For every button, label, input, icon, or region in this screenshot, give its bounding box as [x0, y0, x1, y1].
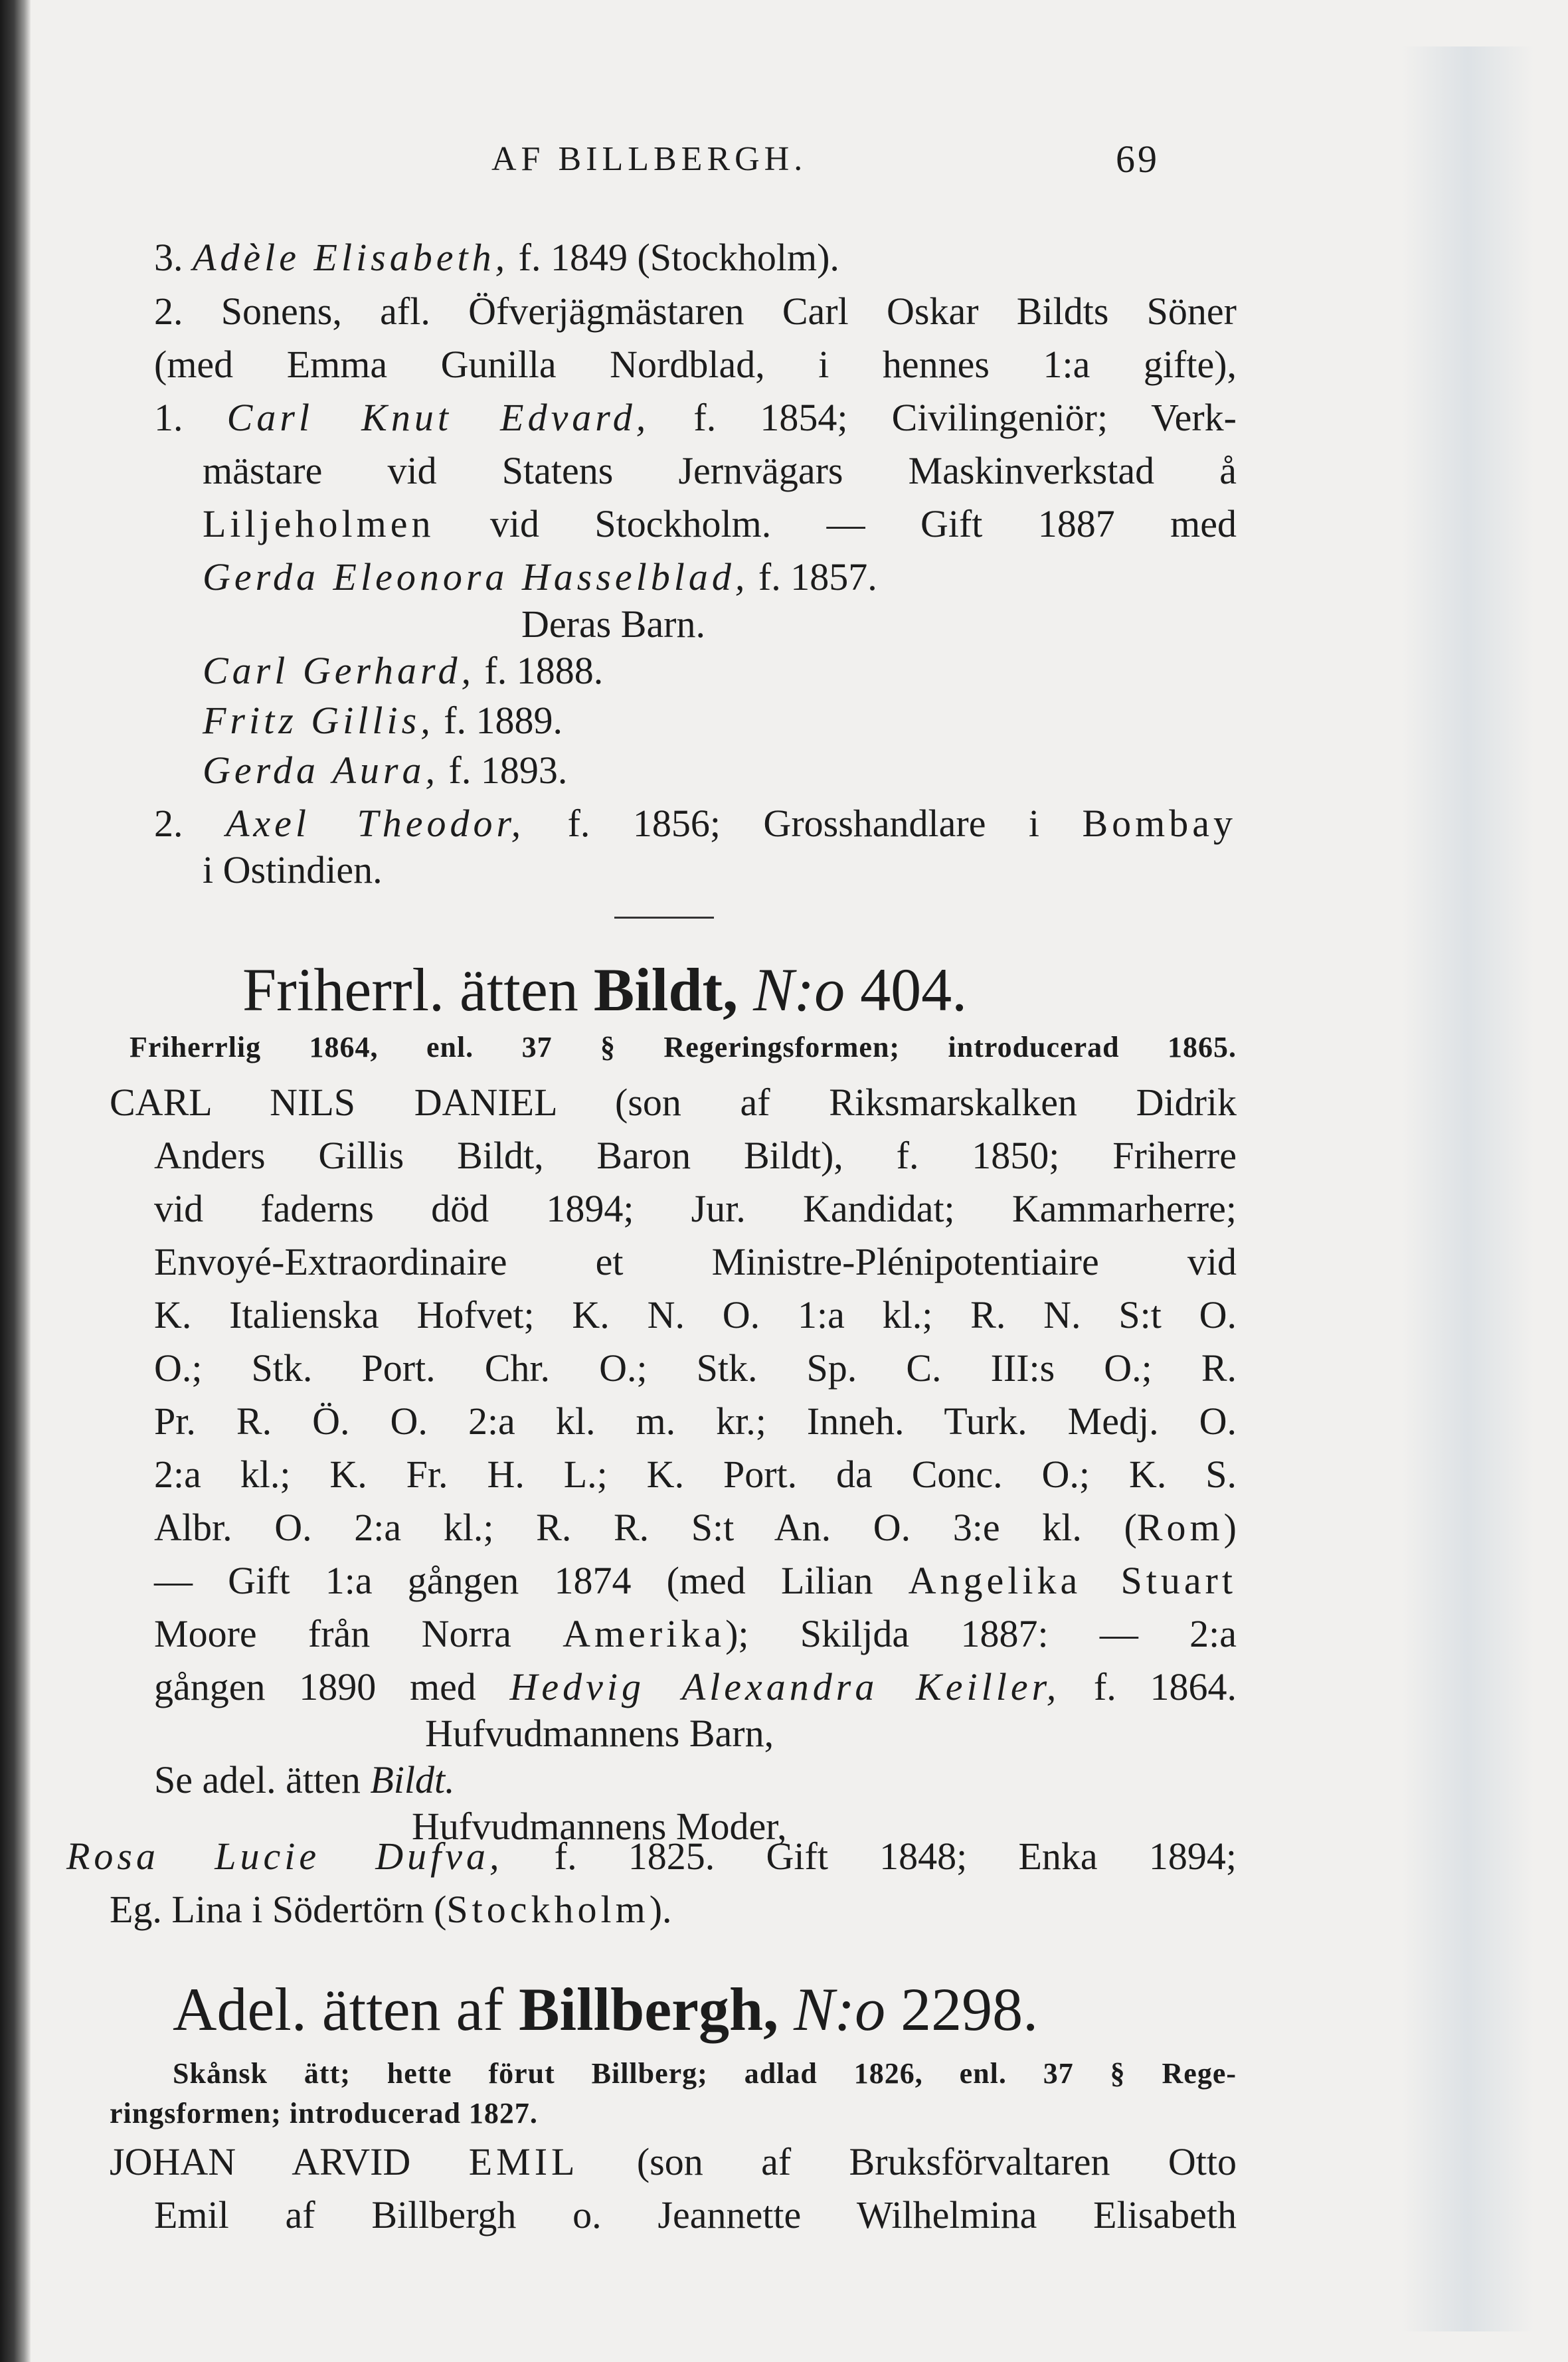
entry-line: Rosa Lucie Dufva, f. 1825. Gift 1848; Enka 1894;	[66, 1835, 1237, 1878]
entry-line: vid faderns död 1894; Jur. Kandidat; Kammarherre;	[154, 1187, 1237, 1230]
entry-line: — Gift 1:a gången 1874 (med Lilian Angelika Stuart	[154, 1559, 1237, 1602]
entry-line: Pr. R. Ö. O. 2:a kl. m. kr.; Inneh. Turk. Medj. O.	[154, 1400, 1237, 1443]
section-title: Friherrl. ätten Bildt, N:o 404.	[242, 956, 968, 1024]
entry-line: CARL NILS DANIEL (son af Riksmarskalken Didrik	[110, 1081, 1237, 1124]
entry-line: Albr. O. 2:a kl.; R. R. S:t An. O. 3:e kl. (Rom)	[154, 1506, 1237, 1549]
entry-line: O.; Stk. Port. Chr. O.; Stk. Sp. C. III:s O.; R.	[154, 1346, 1237, 1390]
entry-line: 3. Adèle Elisabeth, f. 1849 (Stockholm).	[154, 236, 839, 279]
section-subtitle: Skånsk ätt; hette förut Billberg; adlad 1826, enl. 37 § Rege-	[173, 2057, 1237, 2090]
entry-line: Eg. Lina i Södertörn (Stockholm).	[110, 1888, 672, 1931]
entry-line: Moore från Norra Amerika); Skiljda 1887: — 2:a	[154, 1612, 1237, 1655]
section-subtitle: ringsformen; introducerad 1827.	[110, 2097, 538, 2130]
entry-line: i Ostindien.	[203, 848, 383, 891]
entry-line: JOHAN ARVID EMIL (son af Bruksförvaltaren Otto	[110, 2140, 1237, 2183]
entry-line: Anders Gillis Bildt, Baron Bildt), f. 1850; Friherre	[154, 1134, 1237, 1177]
running-header: AF BILLBERGH.	[491, 140, 808, 178]
entry-line: 2. Axel Theodor, f. 1856; Grosshandlare i Bombay	[154, 802, 1237, 845]
page-number: 69	[1116, 137, 1160, 181]
entry-line: Gerda Eleonora Hasselblad, f. 1857.	[203, 555, 877, 598]
entry-line: gången 1890 med Hedvig Alexandra Keiller, f. 1864.	[154, 1665, 1237, 1708]
children-heading: Hufvudmannens Barn,	[425, 1712, 774, 1755]
children-heading: Deras Barn.	[521, 602, 706, 646]
entry-line: Carl Gerhard, f. 1888.	[203, 649, 604, 692]
entry-line: 1. Carl Knut Edvard, f. 1854; Civilingeniör; Verk-	[154, 396, 1237, 439]
entry-line: Gerda Aura, f. 1893.	[203, 749, 568, 792]
entry-line: (med Emma Gunilla Nordblad, i hennes 1:a gifte),	[154, 343, 1237, 386]
entry-line: K. Italienska Hofvet; K. N. O. 1:a kl.; R. N. S:t O.	[154, 1293, 1237, 1336]
mother-heading: Hufvudmannens Moder,	[412, 1805, 787, 1848]
entry-line: 2. Sonens, afl. Öfverjägmästaren Carl Oskar Bildts Söner	[154, 290, 1237, 333]
entry-line: Emil af Billbergh o. Jeannette Wilhelmina Elisabeth	[154, 2193, 1237, 2236]
entry-line: 2:a kl.; K. Fr. H. L.; K. Port. da Conc. O.; K. S.	[154, 1453, 1237, 1496]
entry-line: Se adel. ätten Bildt.	[154, 1758, 455, 1801]
entry-line: mästare vid Statens Jernvägars Maskinverkstad å	[203, 449, 1237, 492]
entry-line: Fritz Gillis, f. 1889.	[203, 699, 563, 742]
section-title: Adel. ätten af Billbergh, N:o 2298.	[173, 1975, 1039, 2043]
entry-line: Liljeholmen vid Stockholm. — Gift 1887 med	[203, 502, 1237, 545]
entry-line: Envoyé-Extraordinaire et Ministre-Plénipotentiaire vid	[154, 1240, 1237, 1283]
section-divider	[614, 917, 714, 919]
section-subtitle: Friherrlig 1864, enl. 37 § Regeringsformen; introducerad 1865.	[130, 1031, 1237, 1063]
